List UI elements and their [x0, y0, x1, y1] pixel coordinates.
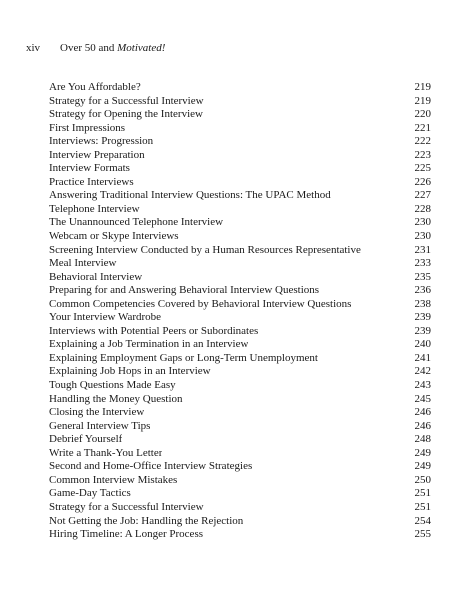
toc-entry	[49, 122, 431, 136]
toc-entry-page-number: 251	[414, 487, 431, 500]
toc-entry	[49, 298, 431, 312]
toc-entry	[49, 420, 431, 434]
toc-entry	[49, 257, 431, 271]
toc-entry-title: Hiring Timeline: A Longer Process	[49, 528, 203, 541]
toc-entry	[49, 230, 431, 244]
toc-entry-title: Handling the Money Question	[49, 392, 183, 405]
toc-entry-title: Strategy for Opening the Interview	[49, 108, 203, 121]
toc-entry-title: Interview Formats	[49, 162, 130, 175]
toc-entry	[49, 338, 431, 352]
toc-entry-page-number: 241	[414, 351, 431, 364]
toc-entry-page-number: 230	[414, 216, 431, 229]
page-folio: xiv	[26, 42, 41, 54]
toc-entry-page-number: 240	[414, 338, 431, 351]
toc-entry-page-number: 249	[414, 446, 431, 459]
toc-entry-title: Answering Traditional Interview Questions: The UPAC Method	[49, 189, 331, 202]
toc-entry-page-number: 221	[414, 121, 431, 134]
toc-entry-title: General Interview Tips	[49, 419, 151, 432]
toc-entry-page-number: 230	[414, 230, 431, 243]
toc-entry-title: Debrief Yourself	[49, 433, 123, 446]
toc-entry-title: Screening Interview Conducted by a Human Resources Representative	[49, 243, 361, 256]
toc-entry-title: Interview Preparation	[49, 148, 145, 161]
toc-entry	[49, 487, 431, 501]
toc-entry-page-number: 249	[414, 460, 431, 473]
toc-entry-title: Explaining a Job Termination in an Interview	[49, 338, 249, 351]
toc-entry	[49, 447, 431, 461]
toc-entry-page-number: 219	[414, 94, 431, 107]
toc-entry-page-number: 220	[414, 108, 431, 121]
toc-entry-page-number: 246	[414, 419, 431, 432]
toc-entry	[49, 433, 431, 447]
book-title-prefix: Over 50 and	[60, 42, 115, 54]
toc-entry-page-number: 227	[414, 189, 431, 202]
toc-entry-title: Your Interview Wardrobe	[49, 311, 162, 324]
toc-entry-title: Meal Interview	[49, 257, 117, 270]
toc-entry	[49, 325, 431, 339]
toc-entry-title: Tough Questions Made Easy	[49, 379, 176, 392]
toc-entry-page-number: 238	[414, 297, 431, 310]
toc-entry-title: Common Interview Mistakes	[49, 473, 178, 486]
toc-entry-page-number: 250	[414, 473, 431, 486]
toc-entry	[49, 149, 431, 163]
toc-entry	[49, 284, 431, 298]
toc-entry-page-number: 245	[414, 392, 431, 405]
toc-entry	[49, 352, 431, 366]
toc-entry-title: Preparing for and Answering Behavioral Interview Questions	[49, 284, 320, 297]
toc-entry-page-number: 233	[414, 257, 431, 270]
toc-entry	[49, 460, 431, 474]
toc-entry-page-number: 235	[414, 270, 431, 283]
book-title-emphasis: Motivated!	[117, 42, 166, 54]
toc-entry	[49, 81, 431, 95]
toc-entry-page-number: 228	[414, 202, 431, 215]
toc-entry-page-number: 255	[414, 528, 431, 541]
toc-entry-title: Strategy for a Successful Interview	[49, 94, 204, 107]
toc-entry-title: Second and Home-Office Interview Strategies	[49, 460, 253, 473]
toc-entry	[49, 501, 431, 515]
toc-entry	[49, 271, 431, 285]
toc-entry-page-number: 231	[414, 243, 431, 256]
toc-entry-title: Webcam or Skype Interviews	[49, 230, 179, 243]
toc-entry	[49, 108, 431, 122]
toc-entry-page-number: 222	[414, 135, 431, 148]
toc-entry-title: Explaining Job Hops in an Interview	[49, 365, 211, 378]
toc-entry-page-number: 251	[414, 500, 431, 513]
toc-entry-title: Interviews: Progression	[49, 135, 154, 148]
toc-entry	[49, 216, 431, 230]
toc-entry-page-number: 239	[414, 324, 431, 337]
toc-entry-page-number: 243	[414, 379, 431, 392]
toc-entry-title: Strategy for a Successful Interview	[49, 500, 204, 513]
toc-entry	[49, 311, 431, 325]
toc-entry	[49, 528, 431, 542]
toc-entry-title: Closing the Interview	[49, 406, 145, 419]
toc-entry	[49, 203, 431, 217]
toc-entry	[49, 365, 431, 379]
toc-entry	[49, 176, 431, 190]
toc-entry-page-number: 248	[414, 433, 431, 446]
toc-entry-title: The Unannounced Telephone Interview	[49, 216, 224, 229]
toc-entry-page-number: 219	[414, 81, 431, 93]
toc-entry-title: Not Getting the Job: Handling the Rejection	[49, 514, 244, 527]
toc-entry	[49, 95, 431, 109]
toc-entry	[49, 379, 431, 393]
toc-entry-title: Telephone Interview	[49, 202, 140, 215]
toc-entry-title: First Impressions	[49, 121, 126, 134]
toc-entry	[49, 244, 431, 258]
toc-entry	[49, 393, 431, 407]
toc-entry-page-number: 242	[414, 365, 431, 378]
table-of-contents	[49, 81, 431, 542]
toc-entry-title: Behavioral Interview	[49, 270, 143, 283]
toc-entry-title: Common Competencies Covered by Behavioral Interview Questions	[49, 297, 352, 310]
toc-entry	[49, 189, 431, 203]
toc-entry-title: Write a Thank-You Letter	[49, 446, 163, 459]
toc-entry-title: Interviews with Potential Peers or Subordinates	[49, 324, 259, 337]
toc-entry-title: Game-Day Tactics	[49, 487, 131, 500]
toc-entry-page-number: 225	[414, 162, 431, 175]
toc-entry-page-number: 254	[414, 514, 431, 527]
toc-entry-page-number: 226	[414, 175, 431, 188]
toc-entry	[49, 135, 431, 149]
toc-entry-page-number: 236	[414, 284, 431, 297]
toc-entry	[49, 406, 431, 420]
toc-entry-title: Practice Interviews	[49, 175, 134, 188]
toc-entry-page-number: 223	[414, 148, 431, 161]
toc-entry-page-number: 239	[414, 311, 431, 324]
running-header	[26, 42, 165, 54]
toc-entry-page-number: 246	[414, 406, 431, 419]
toc-entry-title: Are You Affordable?	[49, 81, 141, 93]
toc-entry-title: Explaining Employment Gaps or Long-Term Unemployment	[49, 351, 318, 364]
toc-entry	[49, 474, 431, 488]
toc-entry	[49, 162, 431, 176]
toc-entry	[49, 515, 431, 529]
